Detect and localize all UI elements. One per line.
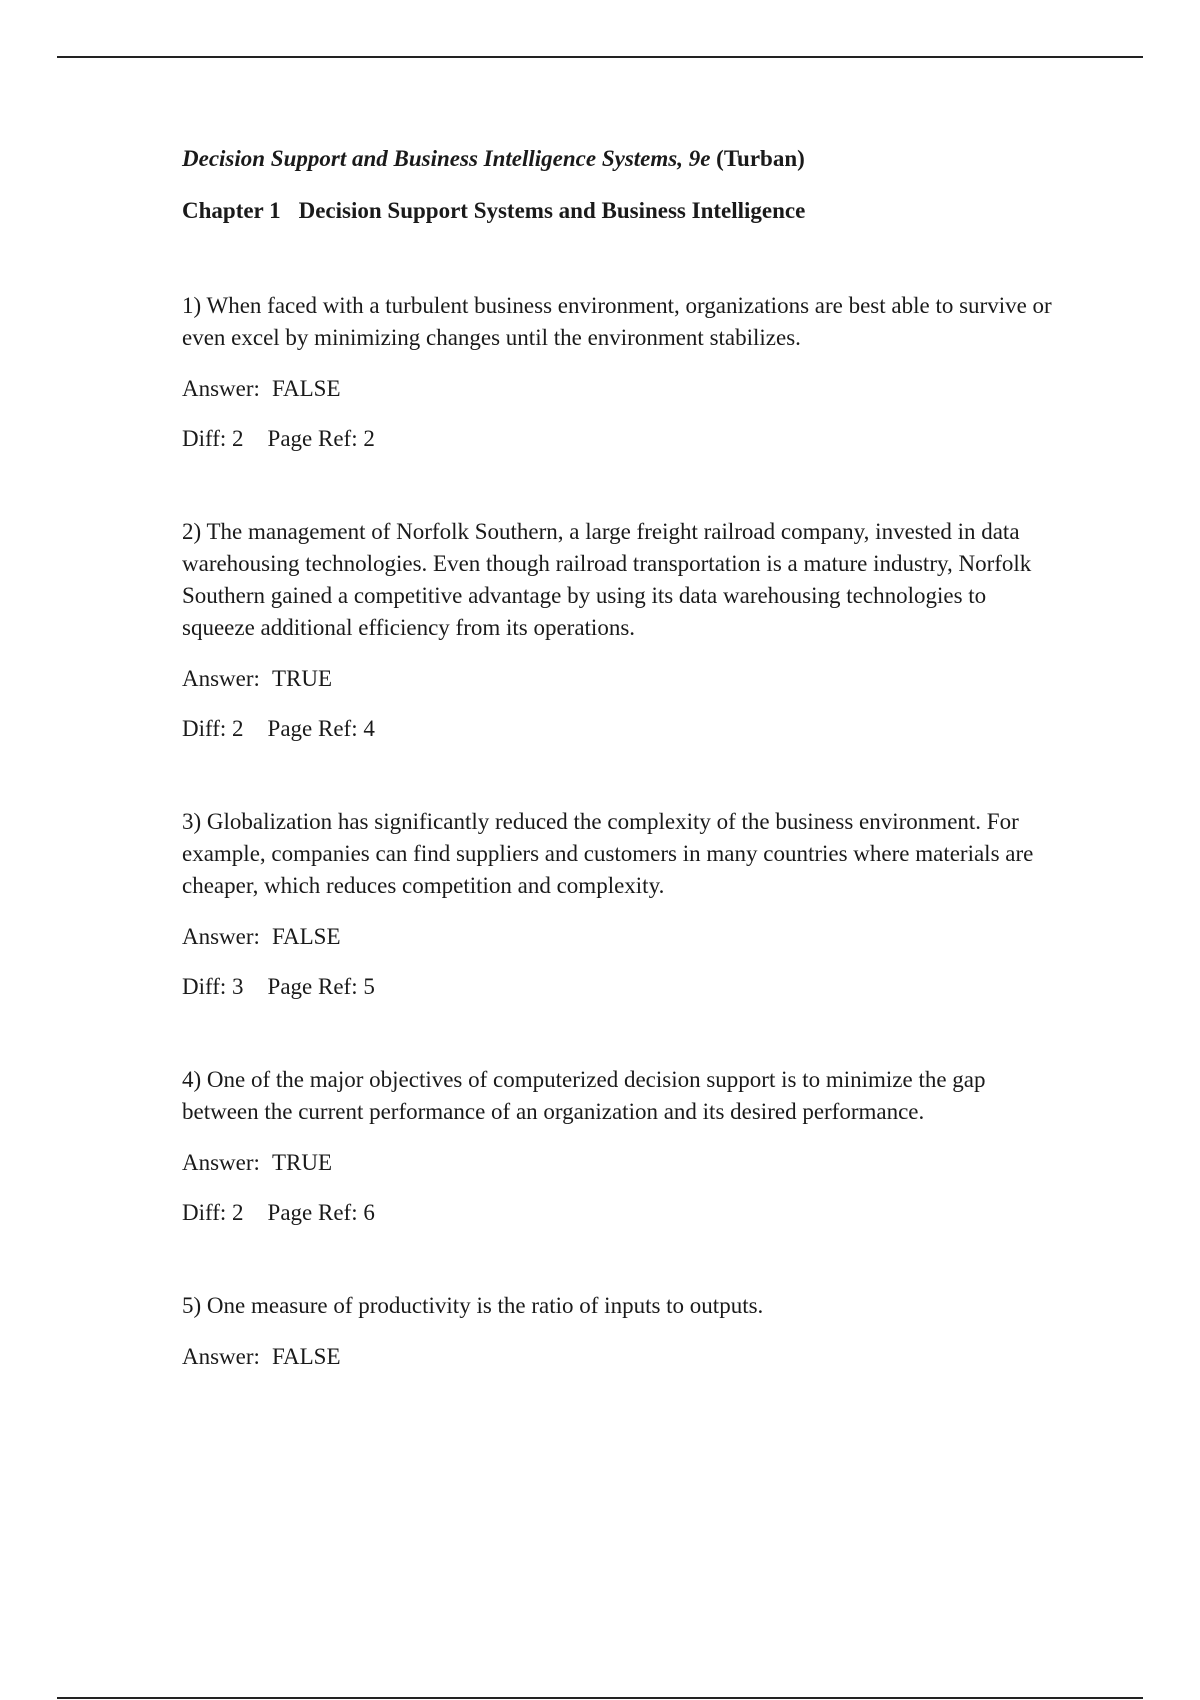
answer-line <box>182 1148 1062 1178</box>
chapter-title <box>182 196 1062 226</box>
meta-line <box>182 714 1062 744</box>
question-text: 2) The management of Norfolk Southern, a large freight railroad company, invested in data warehousing technologies. Even though railroad transportation is a mature industry, Norfolk Southern gained a competitive advantage by using its data warehousing technologies to squeeze additional efficiency from its operations. <box>182 519 1032 640</box>
question-text: 1) When faced with a turbulent business environment, organizations are best able to survive or even excel by minimizing changes until the environment stabilizes. <box>182 293 1052 350</box>
difficulty: Diff: 2 <box>182 716 244 741</box>
question-4 <box>182 1064 1062 1228</box>
question-3 <box>182 806 1062 1002</box>
top-rule <box>57 56 1143 58</box>
answer-line <box>182 374 1062 404</box>
book-author: (Turban) <box>716 146 805 171</box>
difficulty: Diff: 2 <box>182 1200 244 1225</box>
chapter-label: Chapter 1 <box>182 198 281 223</box>
meta-line <box>182 1198 1062 1228</box>
question-text: 5) One measure of productivity is the ratio of inputs to outputs. <box>182 1293 764 1318</box>
answer-label: Answer: <box>182 924 260 949</box>
answer-label: Answer: <box>182 1344 260 1369</box>
page-ref: Page Ref: 6 <box>267 1200 375 1225</box>
page-ref: Page Ref: 2 <box>267 426 375 451</box>
answer-value: FALSE <box>271 1344 341 1369</box>
answer-line <box>182 1342 1062 1372</box>
bottom-rule <box>57 1697 1143 1699</box>
difficulty: Diff: 3 <box>182 974 244 999</box>
page-ref: Page Ref: 5 <box>267 974 375 999</box>
page-ref: Page Ref: 4 <box>267 716 375 741</box>
question-text: 4) One of the major objectives of computerized decision support is to minimize the gap between the current performance of an organization and its desired performance. <box>182 1067 986 1124</box>
meta-line <box>182 972 1062 1002</box>
question-5 <box>182 1290 1062 1372</box>
answer-line <box>182 922 1062 952</box>
meta-line <box>182 424 1062 454</box>
answer-label: Answer: <box>182 666 260 691</box>
question-2 <box>182 516 1062 744</box>
question-text: 3) Globalization has significantly reduced the complexity of the business environment. For example, companies can find suppliers and customers in many countries where materials are cheaper, which reduces competition and complexity. <box>182 809 1034 898</box>
answer-value: TRUE <box>271 1150 332 1175</box>
answer-value: FALSE <box>271 924 341 949</box>
answer-value: FALSE <box>271 376 341 401</box>
book-title <box>182 144 1062 174</box>
chapter-name: Decision Support Systems and Business Intelligence <box>298 198 806 223</box>
book-title-italic: Decision Support and Business Intelligence Systems, 9e <box>182 146 711 171</box>
document-body <box>182 144 1062 1372</box>
answer-line <box>182 664 1062 694</box>
question-1 <box>182 290 1062 454</box>
answer-label: Answer: <box>182 1150 260 1175</box>
difficulty: Diff: 2 <box>182 426 244 451</box>
answer-value: TRUE <box>271 666 332 691</box>
answer-label: Answer: <box>182 376 260 401</box>
